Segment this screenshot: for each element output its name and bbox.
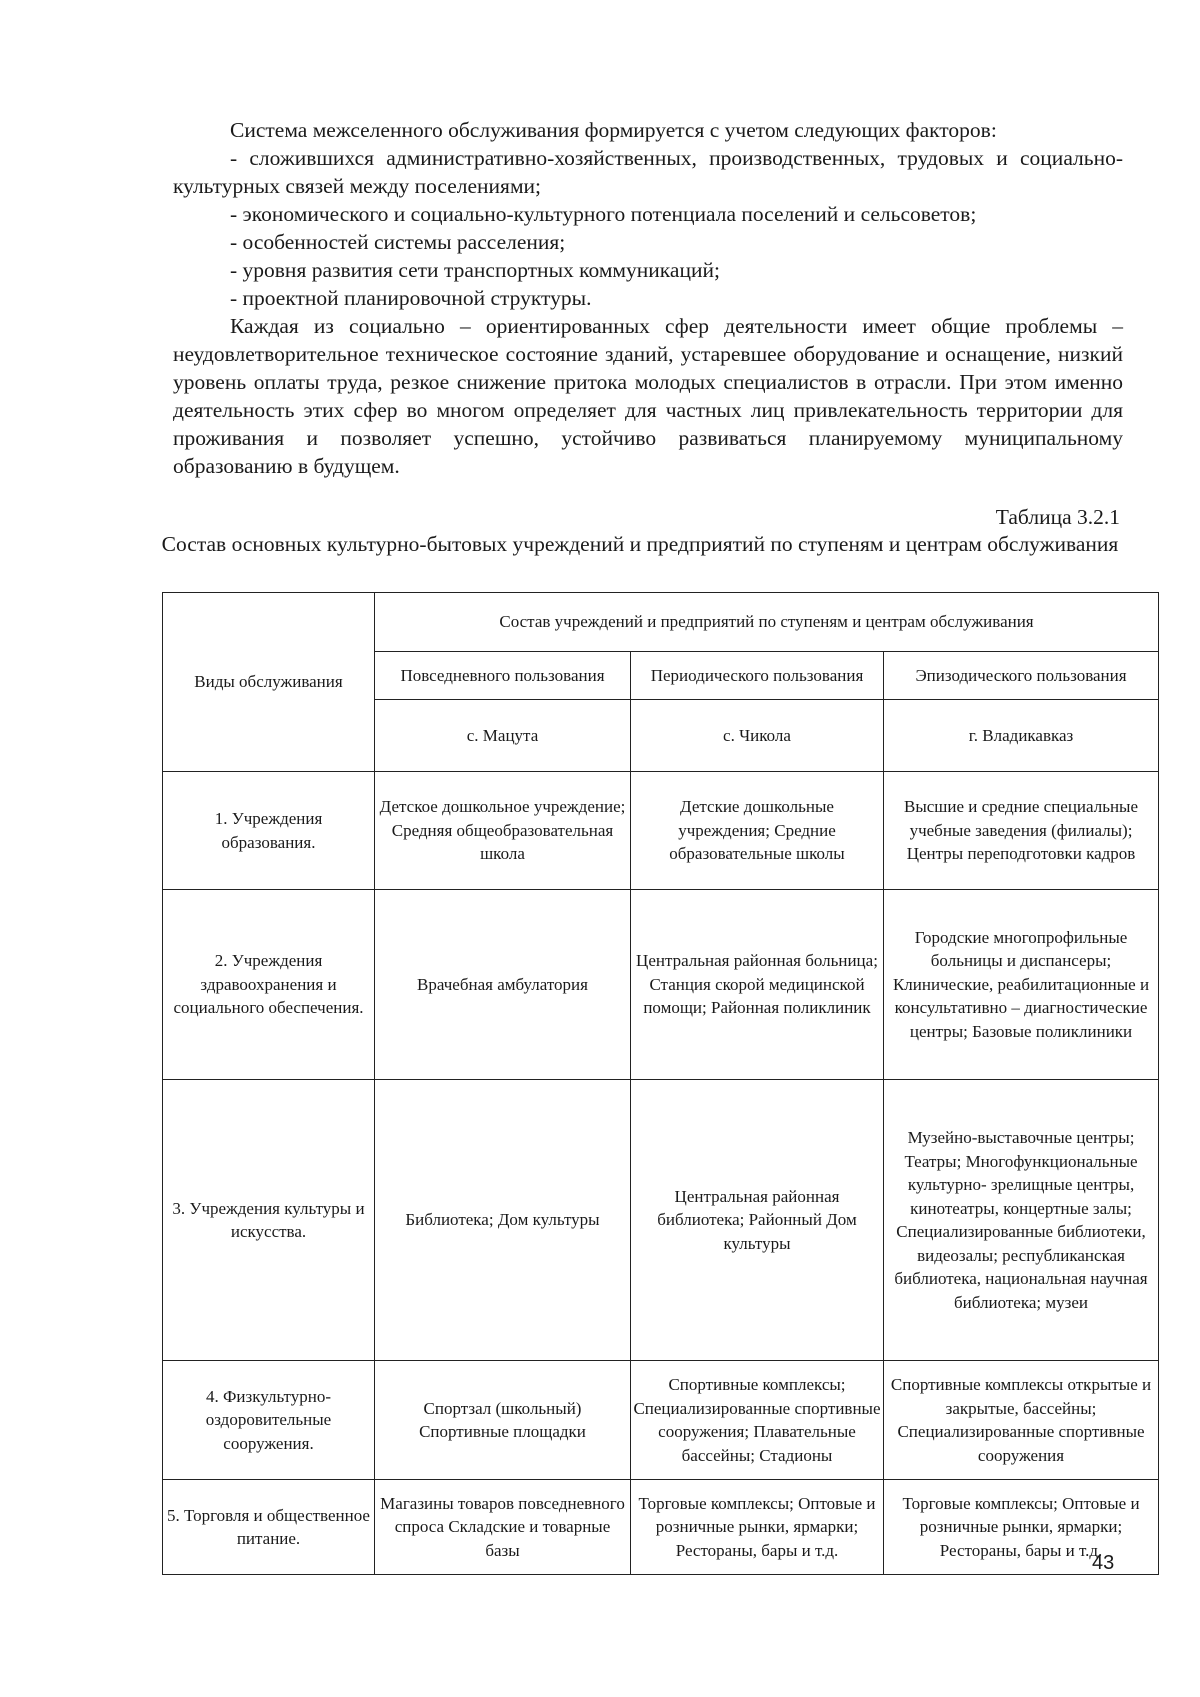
cell-service-type: 2. Учреждения здравоохранения и социального обеспечения. <box>163 890 375 1080</box>
table-row <box>163 1080 1159 1361</box>
cell-episodic: Торговые комплексы; Оптовые и розничные рынки, ярмарки; Рестораны, бары и т.д. <box>884 1480 1159 1575</box>
cell-periodic: Центральная районная больница; Станция скорой медицинской помощи; Районная поликлиник <box>631 890 884 1080</box>
cell-episodic: Спортивные комплексы открытые и закрытые, бассейны; Специализированные спортивные сооружения <box>884 1361 1159 1480</box>
cell-daily: Библиотека; Дом культуры <box>375 1080 631 1361</box>
page-number: 43 <box>1092 1552 1115 1574</box>
header-center-episodic: г. Владикавказ <box>884 700 1159 772</box>
cell-periodic: Торговые комплексы; Оптовые и розничные рынки, ярмарки; Рестораны, бары и т.д. <box>631 1480 884 1575</box>
cell-periodic: Центральная районная библиотека; Районный Дом культуры <box>631 1080 884 1361</box>
problems-paragraph: Каждая из социально – ориентированных сфер деятельности имеет общие проблемы – неудовлетворительное техническое состояние зданий, устаревшее оборудование и оснащение, низкий уровень оплаты труда, резкое снижение притока молодых специалистов в отрасли. При этом именно деятельность этих сфер во многом определяет для частных лиц привлекательность территории для проживания и позволяет успешно, устойчиво развиваться планируемому муниципальному образованию в будущем. <box>173 314 1123 478</box>
intro-section <box>173 116 1123 480</box>
table-header-row <box>163 593 1159 652</box>
table-title: Состав основных культурно-бытовых учреждений и предприятий по ступеням и центрам обслуживания <box>161 532 1119 556</box>
cell-daily: Спортзал (школьный) Спортивные площадки <box>375 1361 631 1480</box>
table-number: Таблица 3.2.1 <box>995 505 1120 529</box>
header-stage-daily: Повседневного пользования <box>375 652 631 700</box>
cell-periodic: Спортивные комплексы; Специализированные спортивные сооружения; Плавательные бассейны; Стадионы <box>631 1361 884 1480</box>
cell-daily: Детское дошкольное учреждение; Средняя общеобразовательная школа <box>375 772 631 890</box>
factor-item: - экономического и социально-культурного потенциала поселений и сельсоветов; <box>230 202 977 226</box>
factor-item: - проектной планировочной структуры. <box>230 286 592 310</box>
cell-daily: Магазины товаров повседневного спроса Складские и товарные базы <box>375 1480 631 1575</box>
table-row <box>163 890 1159 1080</box>
cell-service-type: 3. Учреждения культуры и искусства. <box>163 1080 375 1361</box>
header-stage-periodic: Периодического пользования <box>631 652 884 700</box>
table-row <box>163 1480 1159 1575</box>
cell-service-type: 4. Физкультурно-оздоровительные сооружения. <box>163 1361 375 1480</box>
header-center-daily: с. Мацута <box>375 700 631 772</box>
cell-service-type: 5. Торговля и общественное питание. <box>163 1480 375 1575</box>
cell-daily: Врачебная амбулатория <box>375 890 631 1080</box>
header-group: Состав учреждений и предприятий по ступеням и центрам обслуживания <box>375 593 1159 652</box>
header-stage-episodic: Эпизодического пользования <box>884 652 1159 700</box>
table-row <box>163 1361 1159 1480</box>
services-table <box>162 592 1159 1575</box>
cell-service-type: 1. Учреждения образования. <box>163 772 375 890</box>
factor-item: - уровня развития сети транспортных коммуникаций; <box>230 258 720 282</box>
factor-item: - особенностей системы расселения; <box>230 230 566 254</box>
cell-episodic: Музейно-выставочные центры; Театры; Многофункциональные культурно- зрелищные центры, кинотеатры, концертные залы; Специализированные библиотеки, видеозалы; республиканская библиотека, национальная научная библиотека; музеи <box>884 1080 1159 1361</box>
cell-periodic: Детские дошкольные учреждения; Средние образовательные школы <box>631 772 884 890</box>
factor-item: - сложившихся административно-хозяйственных, производственных, трудовых и социально-культурных связей между поселениями; <box>173 146 1123 198</box>
cell-episodic: Городские многопрофильные больницы и диспансеры; Клинические, реабилитационные и консультативно – диагностические центры; Базовые поликлиники <box>884 890 1159 1080</box>
intro-lead: Система межселенного обслуживания формируется с учетом следующих факторов: <box>230 118 997 142</box>
header-center-periodic: с. Чикола <box>631 700 884 772</box>
header-service-type: Виды обслуживания <box>163 593 375 772</box>
cell-episodic: Высшие и средние специальные учебные заведения (филиалы); Центры переподготовки кадров <box>884 772 1159 890</box>
table-row <box>163 772 1159 890</box>
